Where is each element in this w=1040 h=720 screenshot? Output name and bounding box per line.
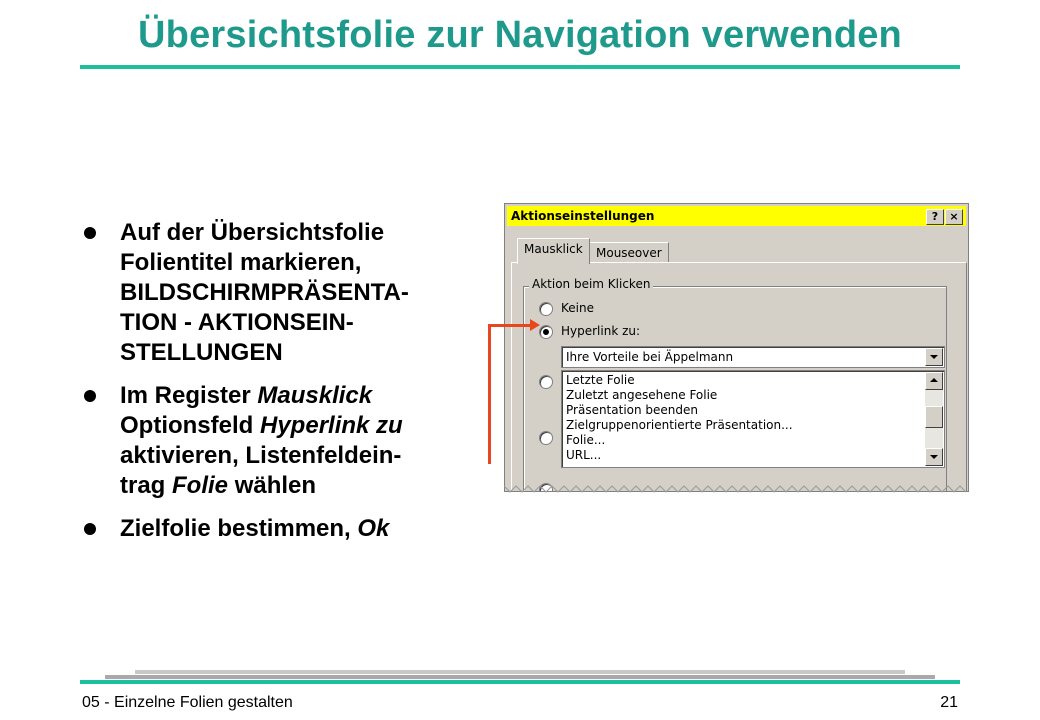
bullet-segment: Im Register bbox=[120, 382, 258, 409]
scroll-up-icon[interactable] bbox=[925, 372, 943, 390]
bullet-text bbox=[120, 515, 389, 542]
hyperlink-target-select[interactable] bbox=[561, 346, 945, 368]
list-scrollbar[interactable] bbox=[925, 372, 943, 466]
scroll-thumb[interactable] bbox=[925, 406, 943, 428]
radio-option[interactable] bbox=[539, 375, 553, 389]
hyperlink-target-value: Ihre Vorteile bei Äppelmann bbox=[566, 350, 734, 364]
list-item[interactable]: URL... bbox=[566, 448, 602, 462]
footer-divider bbox=[135, 670, 905, 674]
bullet-item bbox=[84, 218, 494, 368]
scroll-down-icon[interactable] bbox=[925, 448, 943, 466]
emphasis-text: Mausklick bbox=[257, 382, 373, 409]
bullet-segment: Optionsfeld bbox=[120, 412, 254, 439]
bullet-text bbox=[120, 382, 403, 499]
page-number: 21 bbox=[940, 694, 958, 711]
radio-none-label[interactable]: Keine bbox=[561, 301, 594, 315]
list-item[interactable]: Zuletzt angesehene Folie bbox=[566, 388, 718, 402]
radio-option[interactable] bbox=[539, 431, 553, 445]
bullet-segment: Auf der Übersichtsfolie Folientitel markieren, BILDSCHIRMPRÄSENTA- TION - AKTIONSEIN- STELLUNGEN bbox=[120, 219, 409, 366]
footer-divider bbox=[80, 680, 960, 684]
dialog-title: Aktionseinstellungen bbox=[511, 209, 655, 223]
bullet-item bbox=[84, 514, 494, 544]
bullet-segment: aktivieren, Listenfeldein- trag bbox=[120, 442, 402, 499]
list-item[interactable]: Letzte Folie bbox=[566, 373, 635, 387]
group-label: Aktion beim Klicken bbox=[529, 277, 653, 291]
connector-line bbox=[489, 324, 534, 327]
list-item[interactable]: Präsentation beenden bbox=[566, 403, 699, 417]
bullet-text bbox=[120, 219, 409, 366]
list-item[interactable]: Folie... bbox=[566, 433, 606, 447]
help-button[interactable]: ? bbox=[926, 209, 944, 225]
radio-none[interactable] bbox=[539, 302, 553, 316]
hyperlink-options-list[interactable] bbox=[561, 370, 945, 468]
bullet-dot bbox=[84, 523, 96, 535]
slide-title: Übersichtsfolie zur Navigation verwenden bbox=[138, 14, 902, 56]
tab-mausklick[interactable]: Mausklick bbox=[517, 238, 590, 264]
emphasis-text: Folie bbox=[172, 472, 229, 499]
bullet-segment: wählen bbox=[228, 472, 317, 499]
radio-hyperlink-label[interactable]: Hyperlink zu: bbox=[561, 324, 641, 338]
bullet-list bbox=[84, 218, 494, 557]
bullet-item bbox=[84, 381, 494, 501]
radio-hyperlink[interactable] bbox=[539, 325, 553, 339]
connector-line bbox=[488, 324, 491, 464]
torn-edge bbox=[504, 484, 969, 496]
footer-section-title: 05 - Einzelne Folien gestalten bbox=[82, 694, 293, 711]
emphasis-text: Ok bbox=[357, 515, 390, 542]
title-divider bbox=[80, 65, 960, 69]
action-settings-dialog bbox=[504, 203, 969, 492]
tab-mouseover[interactable]: Mouseover bbox=[589, 242, 669, 263]
dialog-titlebar bbox=[507, 206, 966, 226]
footer-divider bbox=[105, 675, 935, 679]
close-button[interactable]: × bbox=[945, 209, 963, 225]
list-item[interactable]: Zielgruppenorientierte Präsentation... bbox=[566, 418, 793, 432]
emphasis-text: Hyperlink zu bbox=[260, 412, 403, 439]
chevron-down-icon[interactable] bbox=[925, 348, 943, 366]
bullet-segment: Zielfolie bestimmen, bbox=[120, 515, 358, 542]
arrow-head-icon bbox=[530, 319, 540, 331]
bullet-dot bbox=[84, 390, 96, 402]
bullet-dot bbox=[84, 227, 96, 239]
